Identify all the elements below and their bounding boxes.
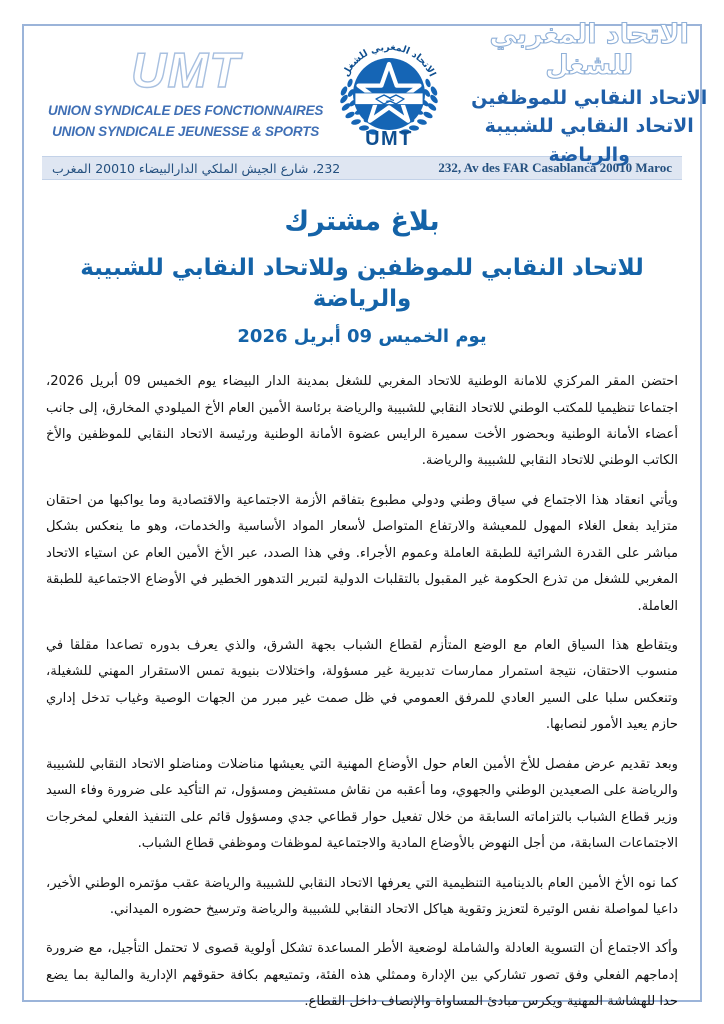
address-french: 232, Av des FAR Casablanca 20010 Maroc (438, 160, 672, 175)
svg-text:UMT: UMT (365, 128, 414, 150)
org-name-arabic-fonctionnaires: الاتحاد النقابي للموظفين (471, 86, 708, 109)
body-paragraph-5: كما نوه الأخ الأمين العام بالدينامية التنظيمية التي يعرفها الاتحاد النقابي للشبيبة والرياضة عقب مؤتمره الوطني الأخير، داعيا لمواصلة نفس الوتيرة لتعزيز وتقوية هياكل الاتحاد النقابي للشبيبة والرياضة وترسيخ حضوره الميداني. (46, 875, 678, 917)
letterhead-right-block (455, 19, 723, 170)
page-title: بلاغ مشترك (284, 206, 440, 237)
union-syndicale-jeunesse-sports-label: UNION SYNDICALE JEUNESSE & SPORTS (52, 124, 320, 139)
body-paragraph-1: احتضن المقر المركزي للامانة الوطنية للاتحاد المغربي للشغل بمدينة الدار البيضاء يوم الخميس 09 أبريل 2026، اجتماعا تنظيميا للمكتب الوطني للاتحاد النقابي للشبيبة والرياضة برئاسة الأمين العام الأخ الميلودي المخارق، إلى جانب أعضاء الأمانة الوطنية وبحضور الأخت سميرة الرايس عضوة الأمانة الوطنية ورئيسة الاتحاد النقابي للموظفين والأخ الكاتب الوطني للاتحاد النقابي للشبيبة والرياضة. (46, 374, 678, 469)
address-bar (42, 156, 682, 180)
letterhead (42, 18, 708, 166)
body-paragraph-6: وأكد الاجتماع أن التسوية العادلة والشاملة لوضعية الأطر المساعدة تشكل أولوية قصوى لا تحتمل التأجيل، مع ضرورة إدماجهم الفعلي وفق تصور تشاركي بين الإدارة وممثلي هذه الفئة، وتمتيعهم بكافة حقوقهم الإدارية والمالية بما يضع حدا للهشاشة المهنية ويكرس مبادئ المساواة والإنصاف داخل القطاع. (46, 941, 678, 1010)
umt-logo (323, 33, 455, 155)
body-paragraph-4: وبعد تقديم عرض مفصل للأخ الأمين العام حول الأوضاع المهنية التي يعيشها مناضلات ومناضلو الاتحاد النقابي للشبيبة والرياضة على الصعيدين الوطني والجهوي، وما أعقبه من نقاش مستفيض ومسؤول، تم التأكيد على ضرورة وفاء السيد وزير قطاع الشباب بالتزاماته السابقة من خلال تفعيل حوار قطاعي جدي ومسؤول قائم على التنفيذ الفعلي لمخرجات الاجتماعات السابقة، من أجل النهوض بالأوضاع المادية والاجتماعية لموظفات وموظفي قطاع الشباب. (46, 756, 678, 852)
document-titles (42, 206, 682, 347)
address-arabic: 232، شارع الجيش الملكي الدارالبيضاء 20010 المغرب (52, 160, 341, 176)
document-body (42, 369, 682, 1016)
letterhead-left-block (48, 45, 323, 143)
svg-text:الاتحاد المغربي للشغل: الاتحاد المغربي للشغل (340, 41, 438, 79)
org-name-arabic-jeunesse-sports: الاتحاد النقابي للشبيبة والرياضة (484, 115, 694, 166)
umt-wordmark: UMT (131, 44, 241, 99)
page-content (26, 18, 708, 1016)
body-paragraph-3: ويتقاطع هذا السياق العام مع الوضع المتأزم لقطاع الشباب بجهة الشرق، والذي يعرف بدوره تصاعدا مقلقا في منسوب الاحتقان، نتيجة استمرار ممارسات تدبيرية غير مسؤولة، واختلالات بنيوية تمس الاستقرار المهني للشغيلة، وتنعكس سلبا على السير العادي للمرفق العمومي في ظل صمت غير مبرر من الجهات الوصية وغياب تدخل إداري حازم يعيد الأمور لنصابها. (46, 638, 678, 733)
org-name-arabic-main: الاتحاد المغربي للشغل (489, 18, 689, 81)
union-syndicale-fonctionnaires-label: UNION SYNDICALE DES FONCTIONNAIRES (48, 103, 324, 119)
body-paragraph-2: ويأتي انعقاد هذا الاجتماع في سياق وطني ودولي مطبوع بتفاقم الأزمة الاجتماعية والاقتصادية وما يواكبها من احتقان متزايد بفعل الغلاء المهول للمعيشة والارتفاع المتواصل لأسعار المواد الأساسية والخدمات، وهو ما ينعكس بشكل مباشر على القدرة الشرائية للطبقة العاملة وعموم الأجراء. وفي هذا الصدد، عبر الأخ الأمين العام عن استياء الاتحاد المغربي للشغل من تذرع الحكومة غير المقبول بالتقلبات الدولية لتبرير التدهور الخطير في الأوضاع الاجتماعية للطبقة العاملة. (46, 492, 678, 614)
document-subtitle: للاتحاد النقابي للموظفين وللاتحاد النقابي للشبيبة والرياضة (80, 255, 644, 313)
umt-emblem-icon (328, 33, 450, 155)
document-date: يوم الخميس 09 أبريل 2026 (237, 326, 487, 348)
